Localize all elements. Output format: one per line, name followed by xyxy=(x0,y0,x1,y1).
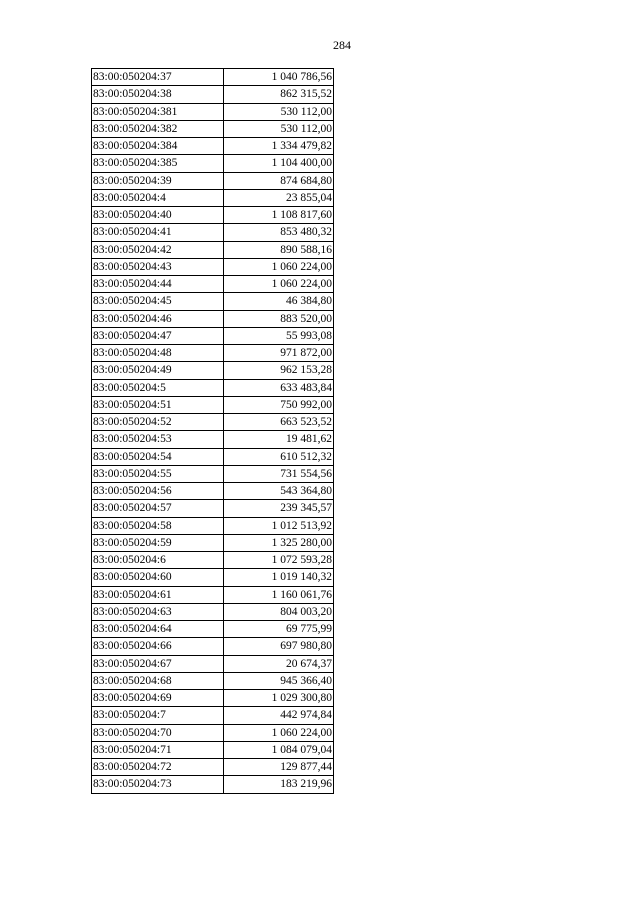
cadastral-value-cell: 697 980,80 xyxy=(224,638,334,655)
cadastral-number-cell: 83:00:050204:47 xyxy=(92,327,224,344)
cadastral-number-cell: 83:00:050204:385 xyxy=(92,155,224,172)
table-row xyxy=(92,741,334,758)
cadastral-value-cell: 663 523,52 xyxy=(224,414,334,431)
table-row xyxy=(92,345,334,362)
cadastral-value-cell: 1 060 224,00 xyxy=(224,258,334,275)
cadastral-number-cell: 83:00:050204:44 xyxy=(92,276,224,293)
cadastral-number-cell: 83:00:050204:73 xyxy=(92,776,224,793)
cadastral-value-cell: 890 588,16 xyxy=(224,241,334,258)
table-row xyxy=(92,500,334,517)
cadastral-number-cell: 83:00:050204:58 xyxy=(92,517,224,534)
cadastral-value-cell: 442 974,84 xyxy=(224,707,334,724)
cadastral-value-cell: 1 060 224,00 xyxy=(224,724,334,741)
cadastral-value-cell: 610 512,32 xyxy=(224,448,334,465)
table-row xyxy=(92,465,334,482)
table-row xyxy=(92,603,334,620)
cadastral-value-cell: 129 877,44 xyxy=(224,759,334,776)
cadastral-value-cell: 804 003,20 xyxy=(224,603,334,620)
cadastral-value-cell: 1 108 817,60 xyxy=(224,207,334,224)
cadastral-value-cell: 183 219,96 xyxy=(224,776,334,793)
table-row xyxy=(92,431,334,448)
table-row xyxy=(92,327,334,344)
table-row xyxy=(92,86,334,103)
cadastral-number-cell: 83:00:050204:43 xyxy=(92,258,224,275)
cadastral-number-cell: 83:00:050204:39 xyxy=(92,172,224,189)
cadastral-number-cell: 83:00:050204:38 xyxy=(92,86,224,103)
cadastral-value-cell: 530 112,00 xyxy=(224,120,334,137)
table-row xyxy=(92,155,334,172)
table-row xyxy=(92,241,334,258)
table-row xyxy=(92,120,334,137)
cadastral-number-cell: 83:00:050204:59 xyxy=(92,534,224,551)
cadastral-value-cell: 633 483,84 xyxy=(224,379,334,396)
table-row xyxy=(92,655,334,672)
table-row xyxy=(92,638,334,655)
cadastral-value-cell: 46 384,80 xyxy=(224,293,334,310)
cadastral-value-cell: 1 104 400,00 xyxy=(224,155,334,172)
table-row xyxy=(92,621,334,638)
table-row xyxy=(92,362,334,379)
table-row xyxy=(92,534,334,551)
table-row xyxy=(92,672,334,689)
cadastral-value-cell: 69 775,99 xyxy=(224,621,334,638)
cadastral-number-cell: 83:00:050204:42 xyxy=(92,241,224,258)
cadastral-value-cell: 23 855,04 xyxy=(224,189,334,206)
table-row xyxy=(92,414,334,431)
cadastral-value-cell: 55 993,08 xyxy=(224,327,334,344)
cadastral-number-cell: 83:00:050204:37 xyxy=(92,69,224,86)
cadastral-value-cell: 883 520,00 xyxy=(224,310,334,327)
cadastral-number-cell: 83:00:050204:63 xyxy=(92,603,224,620)
cadastral-number-cell: 83:00:050204:67 xyxy=(92,655,224,672)
table-row xyxy=(92,224,334,241)
cadastral-number-cell: 83:00:050204:64 xyxy=(92,621,224,638)
table-row xyxy=(92,189,334,206)
cadastral-value-cell: 1 060 224,00 xyxy=(224,276,334,293)
cadastral-value-cell: 971 872,00 xyxy=(224,345,334,362)
cadastral-number-cell: 83:00:050204:61 xyxy=(92,586,224,603)
table-row xyxy=(92,207,334,224)
cadastral-number-cell: 83:00:050204:56 xyxy=(92,483,224,500)
cadastral-number-cell: 83:00:050204:72 xyxy=(92,759,224,776)
cadastral-value-cell: 1 160 061,76 xyxy=(224,586,334,603)
cadastral-number-cell: 83:00:050204:48 xyxy=(92,345,224,362)
cadastral-value-cell: 750 992,00 xyxy=(224,396,334,413)
table-row xyxy=(92,724,334,741)
table-row xyxy=(92,103,334,120)
cadastral-number-cell: 83:00:050204:45 xyxy=(92,293,224,310)
table-row xyxy=(92,258,334,275)
cadastral-number-cell: 83:00:050204:384 xyxy=(92,138,224,155)
cadastral-value-cell: 543 364,80 xyxy=(224,483,334,500)
cadastral-number-cell: 83:00:050204:6 xyxy=(92,552,224,569)
table-row xyxy=(92,276,334,293)
table-row xyxy=(92,707,334,724)
table-row xyxy=(92,759,334,776)
cadastral-value-cell: 862 315,52 xyxy=(224,86,334,103)
cadastral-value-table xyxy=(91,68,334,794)
cadastral-value-cell: 1 012 513,92 xyxy=(224,517,334,534)
table-row xyxy=(92,517,334,534)
cadastral-value-cell: 945 366,40 xyxy=(224,672,334,689)
cadastral-value-cell: 731 554,56 xyxy=(224,465,334,482)
table-row xyxy=(92,396,334,413)
cadastral-value-cell: 1 084 079,04 xyxy=(224,741,334,758)
cadastral-number-cell: 83:00:050204:49 xyxy=(92,362,224,379)
cadastral-number-cell: 83:00:050204:66 xyxy=(92,638,224,655)
table-row xyxy=(92,448,334,465)
cadastral-value-cell: 1 040 786,56 xyxy=(224,69,334,86)
cadastral-value-cell: 874 684,80 xyxy=(224,172,334,189)
cadastral-number-cell: 83:00:050204:69 xyxy=(92,690,224,707)
cadastral-number-cell: 83:00:050204:7 xyxy=(92,707,224,724)
table-body xyxy=(92,69,334,794)
cadastral-number-cell: 83:00:050204:55 xyxy=(92,465,224,482)
cadastral-number-cell: 83:00:050204:41 xyxy=(92,224,224,241)
table-row xyxy=(92,569,334,586)
table-row xyxy=(92,69,334,86)
cadastral-value-cell: 20 674,37 xyxy=(224,655,334,672)
cadastral-number-cell: 83:00:050204:53 xyxy=(92,431,224,448)
cadastral-number-cell: 83:00:050204:381 xyxy=(92,103,224,120)
cadastral-number-cell: 83:00:050204:382 xyxy=(92,120,224,137)
table-row xyxy=(92,293,334,310)
cadastral-number-cell: 83:00:050204:52 xyxy=(92,414,224,431)
table-row xyxy=(92,586,334,603)
cadastral-value-cell: 1 019 140,32 xyxy=(224,569,334,586)
cadastral-number-cell: 83:00:050204:71 xyxy=(92,741,224,758)
cadastral-number-cell: 83:00:050204:68 xyxy=(92,672,224,689)
table-row xyxy=(92,776,334,793)
table-row xyxy=(92,138,334,155)
table-row xyxy=(92,310,334,327)
cadastral-number-cell: 83:00:050204:60 xyxy=(92,569,224,586)
cadastral-value-cell: 19 481,62 xyxy=(224,431,334,448)
cadastral-number-cell: 83:00:050204:57 xyxy=(92,500,224,517)
table-row xyxy=(92,483,334,500)
cadastral-number-cell: 83:00:050204:46 xyxy=(92,310,224,327)
cadastral-value-cell: 239 345,57 xyxy=(224,500,334,517)
cadastral-number-cell: 83:00:050204:51 xyxy=(92,396,224,413)
cadastral-number-cell: 83:00:050204:70 xyxy=(92,724,224,741)
cadastral-value-cell: 1 334 479,82 xyxy=(224,138,334,155)
cadastral-number-cell: 83:00:050204:5 xyxy=(92,379,224,396)
cadastral-value-cell: 530 112,00 xyxy=(224,103,334,120)
cadastral-value-cell: 1 029 300,80 xyxy=(224,690,334,707)
table-row xyxy=(92,552,334,569)
cadastral-number-cell: 83:00:050204:4 xyxy=(92,189,224,206)
cadastral-value-cell: 962 153,28 xyxy=(224,362,334,379)
cadastral-number-cell: 83:00:050204:40 xyxy=(92,207,224,224)
cadastral-number-cell: 83:00:050204:54 xyxy=(92,448,224,465)
table-row xyxy=(92,690,334,707)
cadastral-value-cell: 1 072 593,28 xyxy=(224,552,334,569)
table-row xyxy=(92,379,334,396)
cadastral-value-cell: 853 480,32 xyxy=(224,224,334,241)
table-row xyxy=(92,172,334,189)
page-number: 284 xyxy=(333,38,351,52)
cadastral-value-cell: 1 325 280,00 xyxy=(224,534,334,551)
